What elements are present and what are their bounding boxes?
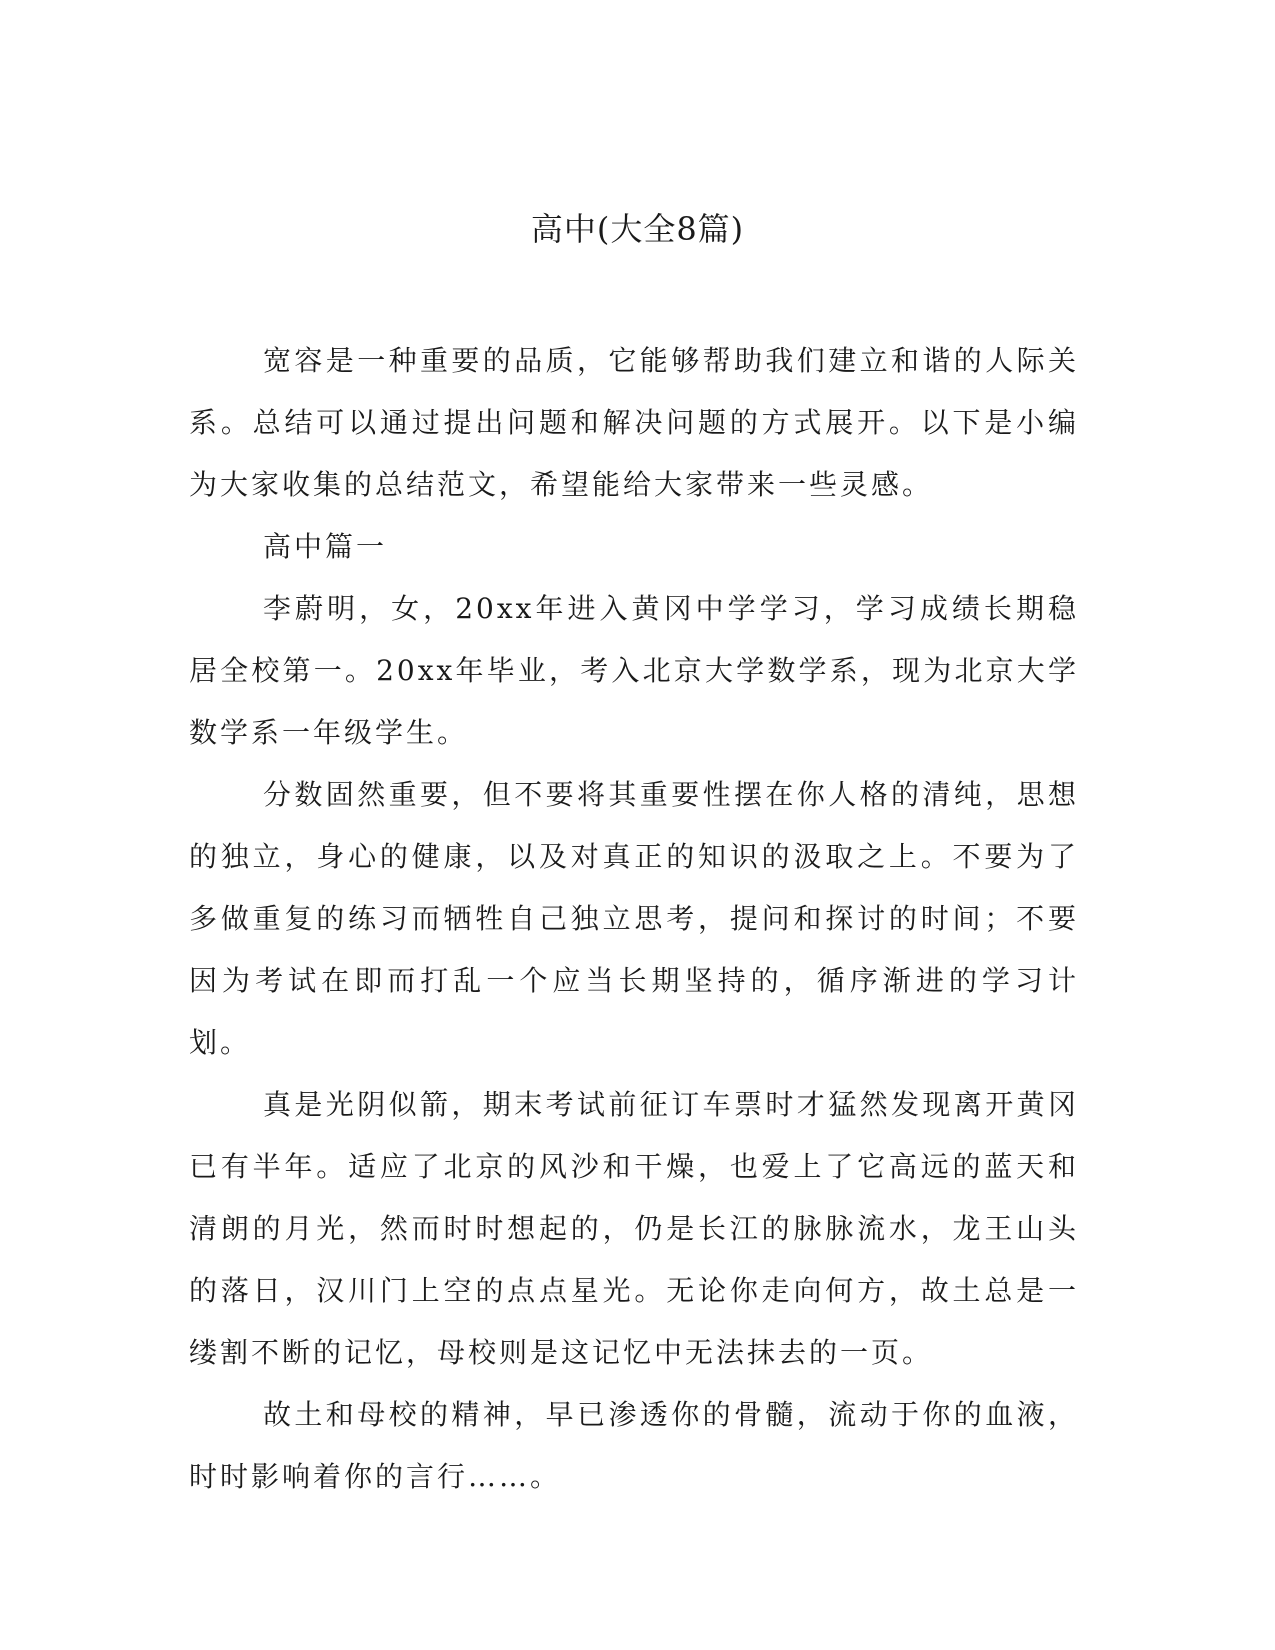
section-heading: 高中篇一 xyxy=(263,530,388,563)
body-paragraph: 真是光阴似箭，期末考试前征订车票时才猛然发现离开黄冈已有半年。适应了北京的风沙和干燥，也爱上了它高远的蓝天和清朗的月光，然而时时想起的，仍是长江的脉脉流水，龙王山头的落日，汉川门上空的点点星光。无论你走向何方，故土总是一缕割不断的记忆，母校则是这记忆中无法抹去的一页。 xyxy=(189,1088,1079,1369)
body-paragraph: 故土和母校的精神，早已渗透你的骨髓，流动于你的血液，时时影响着你的言行……。 xyxy=(189,1398,1079,1493)
body-paragraph: 分数固然重要，但不要将其重要性摆在你人格的清纯，思想的独立，身心的健康，以及对真正的知识的汲取之上。不要为了多做重复的练习而牺牲自己独立思考，提问和探讨的时间；不要因为考试在即而打乱一个应当长期坚持的，循序渐进的学习计划。 xyxy=(189,778,1079,1059)
intro-paragraph: 宽容是一种重要的品质，它能够帮助我们建立和谐的人际关系。总结可以通过提出问题和解决问题的方式展开。以下是小编为大家收集的总结范文，希望能给大家带来一些灵感。 xyxy=(189,344,1079,501)
document-body xyxy=(189,330,1079,1508)
body-paragraph: 李蔚明，女，20xx年进入黄冈中学学习，学习成绩长期稳居全校第一。20xx年毕业，考入北京大学数学系，现为北京大学数学系一年级学生。 xyxy=(189,592,1079,749)
document-title: 高中(大全8篇) xyxy=(530,210,745,248)
